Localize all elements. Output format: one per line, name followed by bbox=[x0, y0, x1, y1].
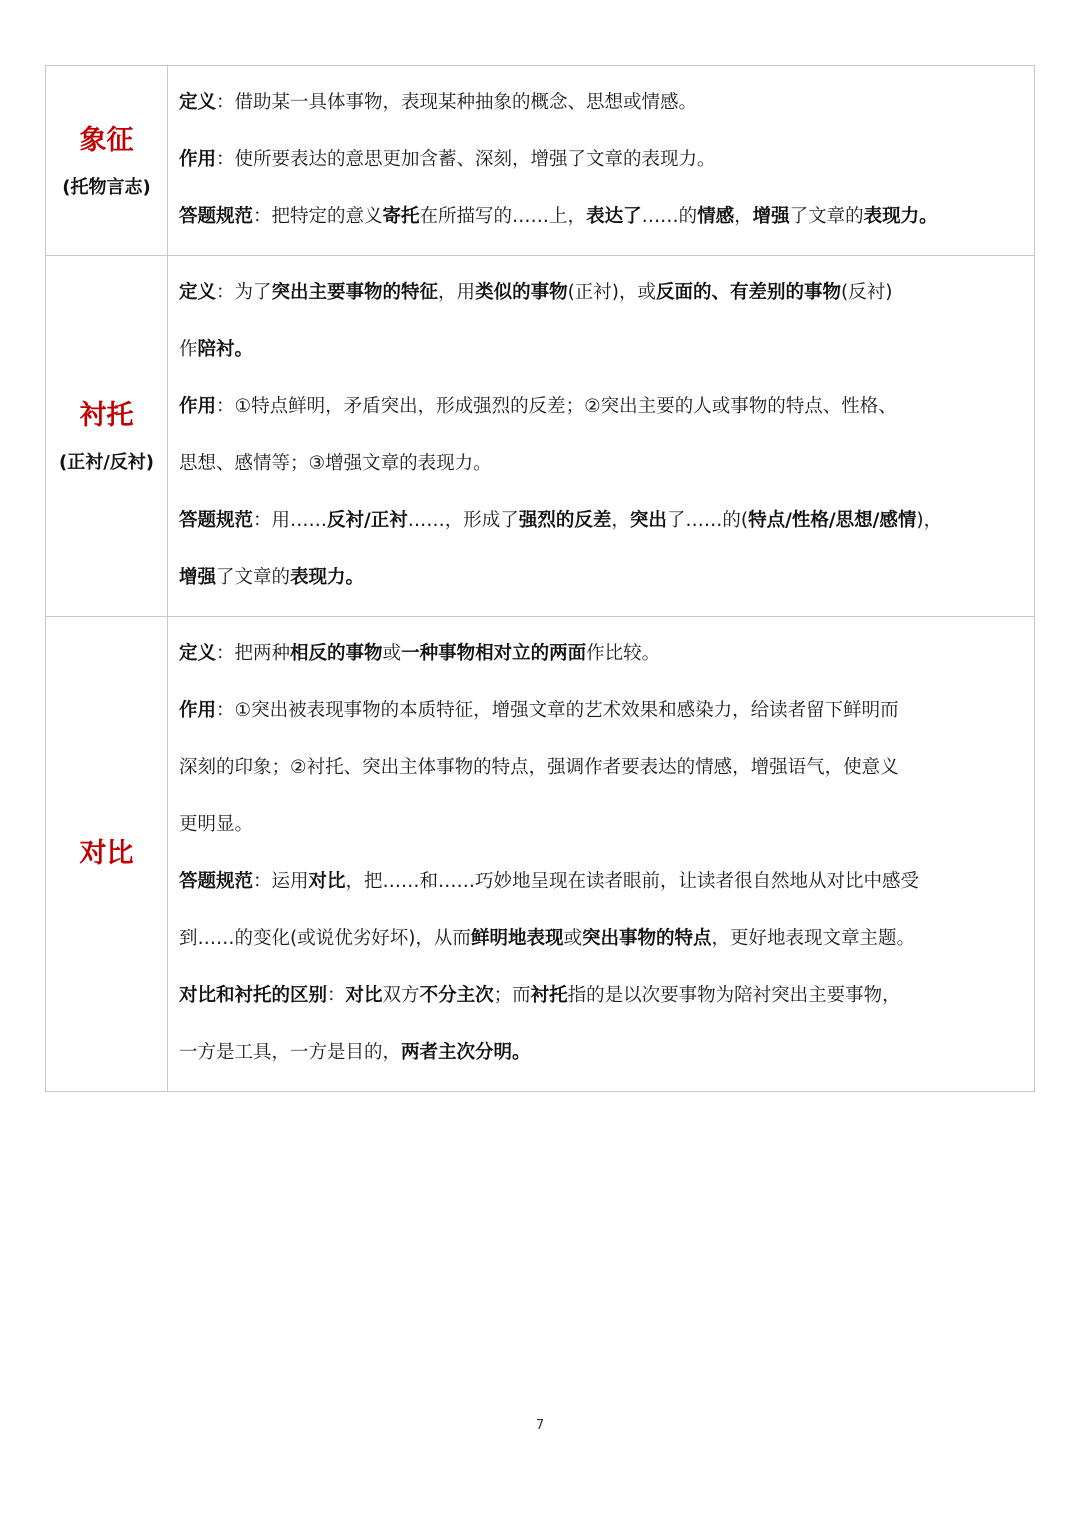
page-number: 7 bbox=[535, 1418, 545, 1433]
description-cell bbox=[168, 617, 1035, 1092]
description-line bbox=[179, 188, 1028, 245]
bold-text: 答题规范 bbox=[179, 206, 254, 227]
bold-text: 突出事物的特点 bbox=[581, 928, 712, 949]
bold-text: 突出 bbox=[629, 510, 667, 531]
bold-text: 寄托 bbox=[382, 206, 420, 227]
bold-text: 增强 bbox=[752, 206, 790, 227]
table-row bbox=[46, 66, 1035, 256]
text: ： bbox=[327, 985, 346, 1006]
bold-text: 增强 bbox=[179, 567, 217, 588]
bold-text: 强烈的反差 bbox=[518, 510, 612, 531]
description-line bbox=[179, 74, 1028, 131]
description-line bbox=[179, 853, 1028, 910]
bold-text: 两者主次分明。 bbox=[401, 1042, 531, 1063]
text: 更明显。 bbox=[179, 814, 254, 835]
bold-text: 表达了 bbox=[586, 206, 642, 227]
text: 作比较。 bbox=[586, 643, 661, 664]
text: ：借助某一具体事物，表现某种抽象的概念、思想或情感。 bbox=[216, 92, 698, 113]
term-name: 衬托 bbox=[79, 400, 134, 431]
bold-text: 答题规范 bbox=[179, 871, 254, 892]
rhetoric-table bbox=[45, 65, 1035, 1092]
text: 了……的( bbox=[666, 510, 749, 531]
term-subtitle: (正衬/反衬) bbox=[58, 452, 155, 473]
bold-text: 对比和衬托的区别 bbox=[179, 985, 328, 1006]
text: ， bbox=[611, 510, 630, 531]
bold-text: 作用 bbox=[179, 700, 217, 721]
text: ：把两种 bbox=[216, 643, 291, 664]
bold-text: 答题规范 bbox=[179, 510, 254, 531]
description-line bbox=[179, 967, 1028, 1024]
description-line bbox=[179, 682, 1028, 739]
text: ：把特定的意义 bbox=[253, 206, 383, 227]
rhetoric-table-body bbox=[46, 66, 1035, 1092]
bold-text: 定义 bbox=[179, 282, 217, 303]
description-cell bbox=[168, 66, 1035, 256]
bold-text: 突出主要事物的特征 bbox=[271, 282, 439, 303]
text: 深刻的印象；②衬托、突出主体事物的特点，强调作者要表达的情感，增强语气，使意义 bbox=[179, 757, 899, 778]
text: 思想、感情等；③增强文章的表现力。 bbox=[179, 453, 492, 474]
bold-text: 表现力。 bbox=[290, 567, 365, 588]
bold-text: 情感 bbox=[697, 206, 735, 227]
text: ……的 bbox=[641, 206, 698, 227]
text: 或 bbox=[382, 643, 402, 664]
text: )， bbox=[916, 510, 943, 531]
text: 了文章的 bbox=[789, 206, 864, 227]
text: 双方 bbox=[382, 985, 420, 1006]
text: (正衬)，或 bbox=[567, 282, 657, 303]
text: ：①突出被表现事物的本质特征，增强文章的艺术效果和感染力，给读者留下鲜明而 bbox=[216, 700, 899, 721]
bold-text: 陪衬。 bbox=[197, 339, 254, 360]
description-cell bbox=[168, 256, 1035, 617]
text: ：为了 bbox=[216, 282, 272, 303]
description-line bbox=[179, 1024, 1028, 1081]
bold-text: 鲜明地表现 bbox=[470, 928, 564, 949]
description-line bbox=[179, 796, 1028, 853]
bold-text: 一种事物相对立的两面 bbox=[401, 643, 587, 664]
description-line bbox=[179, 131, 1028, 188]
bold-text: 作用 bbox=[179, 396, 217, 417]
bold-text: 作用 bbox=[179, 149, 217, 170]
text: ：①特点鲜明，矛盾突出，形成强烈的反差；②突出主要的人或事物的特点、性格、 bbox=[216, 396, 897, 417]
text: 作 bbox=[179, 339, 198, 360]
text: ， bbox=[734, 206, 753, 227]
text: ：用…… bbox=[253, 510, 328, 531]
text: 在所描写的……上， bbox=[419, 206, 587, 227]
description-line bbox=[179, 549, 1028, 606]
bold-text: 定义 bbox=[179, 643, 217, 664]
text: 一方是工具，一方是目的， bbox=[179, 1042, 402, 1063]
description-line bbox=[179, 435, 1028, 492]
description-line bbox=[179, 378, 1028, 435]
text: 了文章的 bbox=[216, 567, 291, 588]
term-subtitle: (托物言志) bbox=[62, 176, 151, 198]
text: 或 bbox=[563, 928, 582, 949]
bold-text: 定义 bbox=[179, 92, 217, 113]
text: 指的是以次要事物为陪衬突出主要事物， bbox=[567, 985, 901, 1006]
description-line bbox=[179, 492, 1028, 549]
bold-text: 相反的事物 bbox=[290, 643, 383, 664]
bold-text: 类似的事物 bbox=[475, 282, 568, 303]
text: ，把……和……巧妙地呈现在读者眼前，让读者很自然地从对比中感受 bbox=[345, 871, 920, 892]
description-line bbox=[179, 625, 1028, 682]
term-cell bbox=[46, 66, 168, 256]
bold-text: 反面的、有差别的事物 bbox=[656, 282, 842, 303]
text: ；而 bbox=[493, 985, 531, 1006]
bold-text: 特点/性格/思想/感情 bbox=[748, 510, 917, 531]
term-cell bbox=[46, 256, 168, 617]
term-name: 象征 bbox=[79, 124, 134, 156]
text: ，用 bbox=[438, 282, 476, 303]
description-line bbox=[179, 739, 1028, 796]
bold-text: 衬托 bbox=[530, 985, 568, 1006]
bold-text: 表现力。 bbox=[863, 206, 938, 227]
text: ，更好地表现文章主题。 bbox=[711, 928, 915, 949]
text: ……，形成了 bbox=[407, 510, 519, 531]
text: (反衬) bbox=[841, 282, 893, 303]
bold-text: 不分主次 bbox=[419, 985, 494, 1006]
term-cell bbox=[46, 617, 168, 1092]
table-row bbox=[46, 256, 1035, 617]
description-line bbox=[179, 910, 1028, 967]
table-row bbox=[46, 617, 1035, 1092]
bold-text: 反衬/正衬 bbox=[327, 510, 408, 531]
description-line bbox=[179, 264, 1028, 321]
term-name: 对比 bbox=[79, 838, 134, 869]
text: 到……的变化(或说优劣好坏)，从而 bbox=[179, 928, 471, 949]
bold-text: 对比 bbox=[308, 871, 346, 892]
description-line bbox=[179, 321, 1028, 378]
text: ：运用 bbox=[253, 871, 309, 892]
bold-text: 对比 bbox=[345, 985, 383, 1006]
text: ：使所要表达的意思更加含蓄、深刻，增强了文章的表现力。 bbox=[216, 149, 716, 170]
